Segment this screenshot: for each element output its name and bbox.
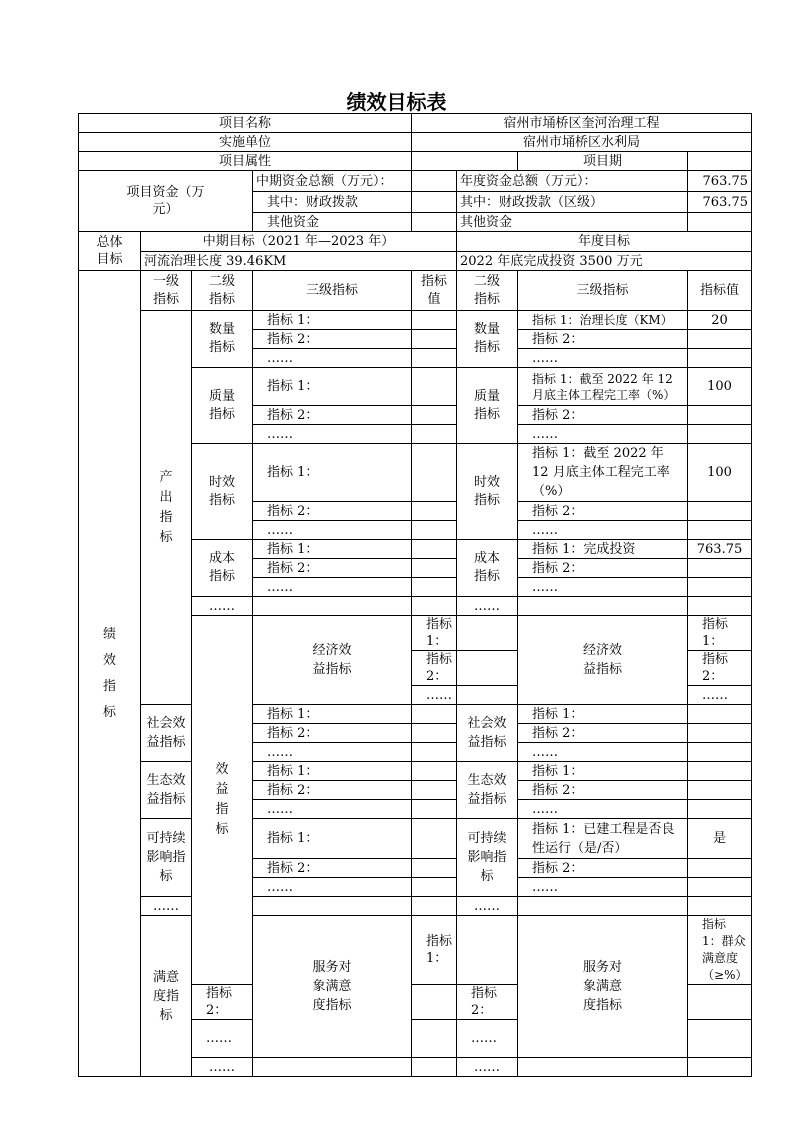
year-service-ind2: 指标 2：	[457, 985, 518, 1020]
mid-eco-ind2: 指标 2：	[253, 781, 412, 800]
mid-cost-ind1: 指标 1：	[253, 540, 412, 559]
service-label: 服务对象满意度指标	[253, 916, 412, 1058]
project-period-value	[688, 152, 752, 171]
mid-time-ind2: 指标 2：	[253, 502, 412, 521]
mid-other-label: 其他资金	[253, 213, 412, 232]
unit-value: 宿州市埇桥区水利局	[412, 133, 752, 152]
mid-econ-val2	[457, 651, 518, 686]
year-service-dots: ……	[457, 1020, 518, 1058]
year-cost-val1: 763.75	[688, 540, 752, 559]
year-cost-dots-val	[688, 578, 752, 597]
year-eco-val1	[688, 762, 752, 781]
year-output-extra-ind	[518, 597, 688, 616]
mid-sustain-val2	[412, 859, 457, 878]
mid-quantity-val2	[412, 330, 457, 349]
year-social-dots: ……	[518, 743, 688, 762]
year-quantity-val1: 20	[688, 311, 752, 330]
year-cost-dots: ……	[518, 578, 688, 597]
mid-eco-dots-val	[412, 800, 457, 819]
project-name-value: 宿州市埇桥区奎河治理工程	[412, 114, 752, 133]
year-benefit-extra-ind	[518, 897, 688, 916]
eco-label: 生态效益指标	[141, 762, 192, 819]
year-other-label: 其他资金	[457, 213, 688, 232]
mid-satis-extra-ind	[253, 1058, 412, 1077]
mid-cost-dots: ……	[253, 578, 412, 597]
year-social-val1	[688, 705, 752, 724]
mid-sustain-dots: ……	[253, 878, 412, 897]
mid-satis-extra-dots: ……	[192, 1058, 253, 1077]
project-name-label: 项目名称	[79, 114, 412, 133]
year-social-ind2: 指标 2：	[518, 724, 688, 743]
year-sustain-ind1: 指标 1：已建工程是否良性运行（是/否）	[518, 819, 688, 859]
year-fiscal-label: 其中：财政拨款（区级）	[457, 192, 688, 213]
mid-eco-dots: ……	[253, 800, 412, 819]
year-quantity-val2	[688, 330, 752, 349]
year-total-value: 763.75	[688, 171, 752, 192]
mid-other-value	[412, 213, 457, 232]
year-service-dots-val	[688, 1020, 752, 1058]
year-quality-label: 质量指标	[457, 368, 518, 444]
year-total-label: 年度资金总额（万元）：	[457, 171, 688, 192]
mid-econ-ind2: 指标 2：	[412, 651, 457, 686]
mid-social-dots-val	[412, 743, 457, 762]
performance-target-table	[78, 113, 752, 1077]
mid-quality-val2	[412, 406, 457, 425]
year-satis-extra-ind	[518, 1058, 688, 1077]
mid-output-extra-val	[412, 597, 457, 616]
year-quality-dots-val	[688, 425, 752, 444]
year-service-label: 服务对象满意度指标	[518, 916, 688, 1058]
mid-quantity-ind2: 指标 2：	[253, 330, 412, 349]
year-econ-ind1: 指标 1：	[688, 616, 752, 651]
year-quality-val2	[688, 406, 752, 425]
mid-social-val2	[412, 724, 457, 743]
mid-benefit-extra-ind	[253, 897, 412, 916]
year-eco-ind1: 指标 1：	[518, 762, 688, 781]
benefit-indicator-label: 效益指标	[192, 616, 253, 985]
year-other-value	[688, 213, 752, 232]
year-quantity-label: 数量指标	[457, 311, 518, 368]
mid-econ-dots-val	[457, 686, 518, 705]
year-econ-label: 经济效益指标	[518, 616, 688, 705]
year-sustain-dots: ……	[518, 878, 688, 897]
l1-header: 一级指标	[141, 271, 192, 311]
mid-quality-dots-val	[412, 425, 457, 444]
year-time-ind2: 指标 2：	[518, 502, 688, 521]
year-eco-dots: ……	[518, 800, 688, 819]
mid-service-ind2: 指标 2：	[192, 985, 253, 1020]
unit-label: 实施单位	[79, 133, 412, 152]
year-satis-extra-dots: ……	[457, 1058, 518, 1077]
year-time-dots: ……	[518, 521, 688, 540]
mid-social-dots: ……	[253, 743, 412, 762]
year-service-ind1: 指标 1：群众满意度（≥%）	[688, 916, 752, 985]
year-service-val2	[688, 985, 752, 1020]
mid-quantity-val1	[412, 311, 457, 330]
year-quality-ind2: 指标 2：	[518, 406, 688, 425]
mid-eco-val1	[412, 762, 457, 781]
project-funds-label: 项目资金（万元）	[79, 171, 253, 232]
year-sustain-val1: 是	[688, 819, 752, 859]
quantity-label: 数量指标	[192, 311, 253, 368]
cost-label: 成本指标	[192, 540, 253, 597]
year-val-header: 指标值	[688, 271, 752, 311]
year-quantity-ind2: 指标 2：	[518, 330, 688, 349]
mid-total-value	[412, 171, 457, 192]
year-output-extra-val	[688, 597, 752, 616]
year-sustain-dots-val	[688, 878, 752, 897]
page-title: 绩效目标表	[346, 90, 447, 114]
mid-quantity-dots-val	[412, 349, 457, 368]
mid-service-dots-val	[412, 1020, 457, 1058]
year-cost-label: 成本指标	[457, 540, 518, 597]
mid-service-val2	[412, 985, 457, 1020]
project-attr-value	[412, 152, 518, 171]
mid-time-dots: ……	[253, 521, 412, 540]
year-benefit-extra-dots: ……	[457, 897, 518, 916]
mid-cost-ind2: 指标 2：	[253, 559, 412, 578]
mid-benefit-extra-val	[412, 897, 457, 916]
mid-service-dots: ……	[192, 1020, 253, 1058]
mid-quantity-ind1: 指标 1：	[253, 311, 412, 330]
year-econ-ind2: 指标 2：	[688, 651, 752, 686]
year-sustain-val2	[688, 859, 752, 878]
year-cost-val2	[688, 559, 752, 578]
mid-social-ind2: 指标 2：	[253, 724, 412, 743]
year-time-ind1: 指标 1：截至 2022 年 12 月底主体工程完工率（%）	[518, 444, 688, 502]
year-quantity-dots: ……	[518, 349, 688, 368]
year-econ-dots: ……	[688, 686, 752, 705]
year-cost-ind1: 指标 1：完成投资	[518, 540, 688, 559]
mid-goal-label: 中期目标（2021 年—2023 年）	[141, 232, 457, 252]
output-indicator-label: 产出指标	[141, 311, 192, 705]
satis-indicator-label: 满意度指标	[141, 916, 192, 1077]
mid-social-val1	[412, 705, 457, 724]
mid-benefit-extra-dots: ……	[141, 897, 192, 916]
mid-eco-val2	[412, 781, 457, 800]
mid-cost-val2	[412, 559, 457, 578]
year-social-ind1: 指标 1：	[518, 705, 688, 724]
year-eco-ind2: 指标 2：	[518, 781, 688, 800]
mid-econ-ind1: 指标 1：	[412, 616, 457, 651]
year-quality-dots: ……	[518, 425, 688, 444]
year-social-dots-val	[688, 743, 752, 762]
mid-satis-extra-val	[412, 1058, 457, 1077]
mid-econ-dots: ……	[412, 686, 457, 705]
year-sustain-ind2: 指标 2：	[518, 859, 688, 878]
mid-econ-val1	[457, 616, 518, 651]
year-goal-label: 年度目标	[457, 232, 752, 252]
mid-time-val1	[412, 444, 457, 502]
year-goal-text: 2022 年底完成投资 3500 万元	[457, 252, 752, 271]
mid-output-extra-dots: ……	[192, 597, 253, 616]
time-label: 时效指标	[192, 444, 253, 540]
project-period-label: 项目期	[518, 152, 688, 171]
year-cost-ind2: 指标 2：	[518, 559, 688, 578]
year-output-extra-dots: ……	[457, 597, 518, 616]
sustain-label: 可持续影响指标	[141, 819, 192, 897]
overall-goal-label: 总体目标	[79, 232, 141, 271]
year-eco-label: 生态效益指标	[457, 762, 518, 819]
project-attr-label: 项目属性	[79, 152, 412, 171]
mid-goal-text: 河流治理长度 39.46KM	[141, 252, 457, 271]
econ-label: 经济效益指标	[253, 616, 412, 705]
year-time-val1: 100	[688, 444, 752, 502]
year-l2-header: 二级指标	[457, 271, 518, 311]
mid-time-val2	[412, 502, 457, 521]
year-eco-val2	[688, 781, 752, 800]
mid-cost-val1	[412, 540, 457, 559]
year-eco-dots-val	[688, 800, 752, 819]
year-satis-extra-val	[688, 1058, 752, 1077]
year-time-label: 时效指标	[457, 444, 518, 540]
year-quantity-dots-val	[688, 349, 752, 368]
year-fiscal-value: 763.75	[688, 192, 752, 213]
mid-social-ind1: 指标 1：	[253, 705, 412, 724]
year-benefit-extra-val	[688, 897, 752, 916]
mid-total-label: 中期资金总额（万元）：	[253, 171, 412, 192]
mid-time-ind1: 指标 1：	[253, 444, 412, 502]
mid-time-dots-val	[412, 521, 457, 540]
year-time-val2	[688, 502, 752, 521]
mid-output-extra-ind	[253, 597, 412, 616]
mid-quality-ind1: 指标 1：	[253, 368, 412, 406]
mid-sustain-ind2: 指标 2：	[253, 859, 412, 878]
social-label: 社会效益指标	[141, 705, 192, 762]
mid-sustain-ind1: 指标 1：	[253, 819, 412, 859]
mid-quality-ind2: 指标 2：	[253, 406, 412, 425]
mid-fiscal-value	[412, 192, 457, 213]
year-social-label: 社会效益指标	[457, 705, 518, 762]
mid-fiscal-label: 其中：财政拨款	[253, 192, 412, 213]
perf-indicator-label: 绩效指标	[79, 271, 141, 1077]
year-quality-val1: 100	[688, 368, 752, 406]
year-quality-ind1: 指标 1：截至 2022 年 12 月底主体工程完工率（%）	[518, 368, 688, 406]
l3-header: 三级指标	[253, 271, 412, 311]
mid-cost-dots-val	[412, 578, 457, 597]
mid-quantity-dots: ……	[253, 349, 412, 368]
year-l3-header: 三级指标	[518, 271, 688, 311]
mid-eco-ind1: 指标 1：	[253, 762, 412, 781]
mid-quality-dots: ……	[253, 425, 412, 444]
year-quantity-ind1: 指标 1：治理长度（KM）	[518, 311, 688, 330]
year-sustain-label: 可持续影响指标	[457, 819, 518, 897]
l2-header: 二级指标	[192, 271, 253, 311]
year-time-dots-val	[688, 521, 752, 540]
mid-sustain-val1	[412, 819, 457, 859]
mid-quality-val1	[412, 368, 457, 406]
year-social-val2	[688, 724, 752, 743]
mid-service-val1	[457, 916, 518, 985]
val-header: 指标值	[412, 271, 457, 311]
mid-sustain-dots-val	[412, 878, 457, 897]
quality-label: 质量指标	[192, 368, 253, 444]
mid-service-ind1: 指标 1：	[412, 916, 457, 985]
